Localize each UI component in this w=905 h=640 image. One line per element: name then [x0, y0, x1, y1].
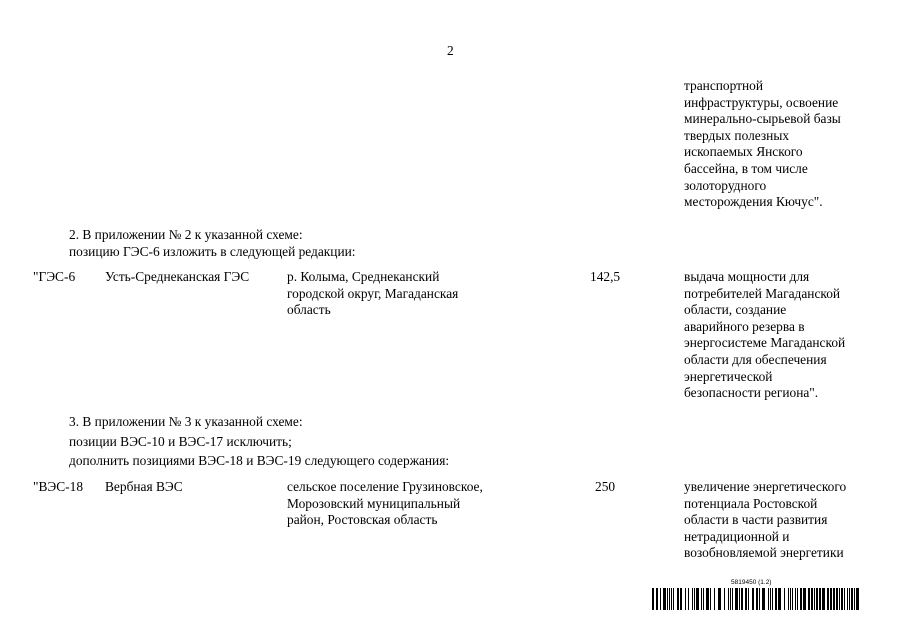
section2-instruction: позицию ГЭС-6 изложить в следующей редакции: [69, 244, 356, 259]
ges6-purpose-line: энергетической [684, 368, 773, 384]
barcode-bar [756, 588, 758, 610]
barcode-bar [851, 588, 853, 610]
barcode-bar [808, 588, 810, 610]
ves18-location-line: сельское поселение Грузиновское, [287, 479, 483, 494]
barcode-bar [667, 588, 668, 610]
ves18-purpose [684, 479, 846, 562]
ges6-location-line: р. Колыма, Среднеканский [287, 269, 440, 284]
barcode-bar [677, 588, 679, 610]
barcode-bar [768, 588, 769, 610]
barcode-bar [856, 588, 859, 610]
section3-instruction-add: дополнить позициями ВЭС-18 и ВЭС-19 следующего содержания: [69, 453, 450, 468]
barcode-bar [841, 588, 843, 610]
barcode-bar [673, 588, 674, 610]
barcode-bar [819, 588, 821, 610]
carryover-line: твердых полезных [684, 127, 790, 143]
barcode-bar [730, 588, 731, 610]
ges6-purpose-line: аварийного резерва в [684, 318, 805, 334]
carryover-line: золоторудного [684, 177, 767, 193]
barcode-bar [775, 588, 777, 610]
barcode-bar [741, 588, 743, 610]
barcode-bar [803, 588, 806, 610]
barcode-bar [816, 588, 818, 610]
barcode-bar [795, 588, 796, 610]
ges6-purpose [684, 269, 845, 402]
ves18-location-line: район, Ростовская область [287, 512, 438, 528]
ges6-location [287, 269, 458, 319]
ves18-location-line: Морозовский муниципальный [287, 495, 461, 511]
barcode-bar [800, 588, 802, 610]
barcode-bar [703, 588, 704, 610]
carryover-line: транспортной [684, 78, 764, 93]
ges6-purpose-line: области для обеспечения [684, 351, 827, 367]
barcode-bar [836, 588, 838, 610]
barcode-bar [854, 588, 855, 610]
barcode-bar [748, 588, 749, 610]
barcode-bar [849, 588, 850, 610]
ges6-capacity: 142,5 [590, 269, 621, 284]
barcode-bar [735, 588, 738, 610]
page-number: 2 [447, 43, 454, 58]
barcode-bar [656, 588, 658, 610]
barcode-bar [762, 588, 765, 610]
section3-heading: 3. В приложении № 3 к указанной схеме: [69, 414, 303, 429]
ves18-capacity: 250 [595, 479, 616, 494]
ves18-location [287, 479, 483, 529]
barcode-bar [847, 588, 848, 610]
barcode-bar [770, 588, 771, 610]
barcode-bar [814, 588, 815, 610]
barcode-bar [811, 588, 813, 610]
barcode-bar [718, 588, 721, 610]
barcode-bar [724, 588, 725, 610]
carryover-line: ископаемых Янского [684, 144, 803, 160]
barcode-bar [759, 588, 760, 610]
barcode-bar [701, 588, 702, 610]
ves18-purpose-line: возобновляемой энергетики [684, 545, 844, 561]
carryover-description [684, 78, 841, 211]
barcode-bar [706, 588, 709, 610]
carryover-line: минерально-сырьевой базы [684, 111, 841, 127]
carryover-line: бассейна, в том числе [684, 160, 808, 176]
ges6-location-line: городской округ, Магаданская [287, 285, 459, 301]
ves18-purpose-line: увеличение энергетического [684, 479, 847, 494]
section3-instruction-exclude: позиции ВЭС-10 и ВЭС-17 исключить; [69, 434, 292, 449]
section2-heading: 2. В приложении № 2 к указанной схеме: [69, 227, 303, 242]
ves18-purpose-line: области в части развития [684, 512, 828, 528]
barcode-bar [833, 588, 835, 610]
carryover-line: месторождения Кючус". [684, 194, 823, 210]
barcode-bar [844, 588, 845, 610]
ges6-purpose-line: энергосистеме Магаданской [684, 335, 846, 351]
barcode-bar [732, 588, 733, 610]
barcode-bar [739, 588, 740, 610]
barcode-bar [696, 588, 699, 610]
ges6-location-line: область [287, 302, 331, 318]
ves18-name: Вербная ВЭС [105, 479, 183, 494]
ves18-purpose-line: потенциала Ростовской [684, 495, 818, 511]
ges6-purpose-line: выдача мощности для [684, 269, 810, 284]
barcode-bar [784, 588, 785, 610]
ves18-purpose-line: нетрадиционной и [684, 528, 790, 544]
barcode-bar [685, 588, 686, 610]
barcode [652, 588, 860, 610]
ges6-code: "ГЭС-6 [33, 269, 76, 284]
barcode-number: 5819450 (1.2) [731, 579, 772, 586]
ges6-purpose-line: безопасности региона". [684, 385, 819, 401]
barcode-bar [688, 588, 689, 610]
barcode-bar [692, 588, 693, 610]
barcode-bar [663, 588, 666, 610]
carryover-line: инфраструктуры, освоение [684, 94, 839, 110]
barcode-bar [710, 588, 711, 610]
barcode-bar [792, 588, 793, 610]
barcode-bar [827, 588, 829, 610]
barcode-bar [839, 588, 840, 610]
barcode-bar [778, 588, 781, 610]
barcode-bar [830, 588, 832, 610]
ges6-purpose-line: потребителей Магаданской [684, 285, 841, 301]
barcode-bar [772, 588, 773, 610]
barcode-bar [680, 588, 682, 610]
barcode-bar [652, 588, 654, 610]
barcode-bar [669, 588, 670, 610]
ges6-purpose-line: области, создание [684, 302, 787, 318]
barcode-bar [728, 588, 729, 610]
barcode-bar [752, 588, 754, 610]
barcode-bar [797, 588, 798, 610]
barcode-bar [660, 588, 661, 610]
barcode-bar [671, 588, 672, 610]
barcode-bar [822, 588, 825, 610]
ges6-name: Усть-Среднеканская ГЭС [105, 269, 250, 284]
barcode-bar [714, 588, 715, 610]
ves18-code: "ВЭС-18 [33, 479, 84, 494]
barcode-bar [790, 588, 791, 610]
barcode-bar [694, 588, 695, 610]
barcode-bar [788, 588, 789, 610]
barcode-bar [745, 588, 747, 610]
